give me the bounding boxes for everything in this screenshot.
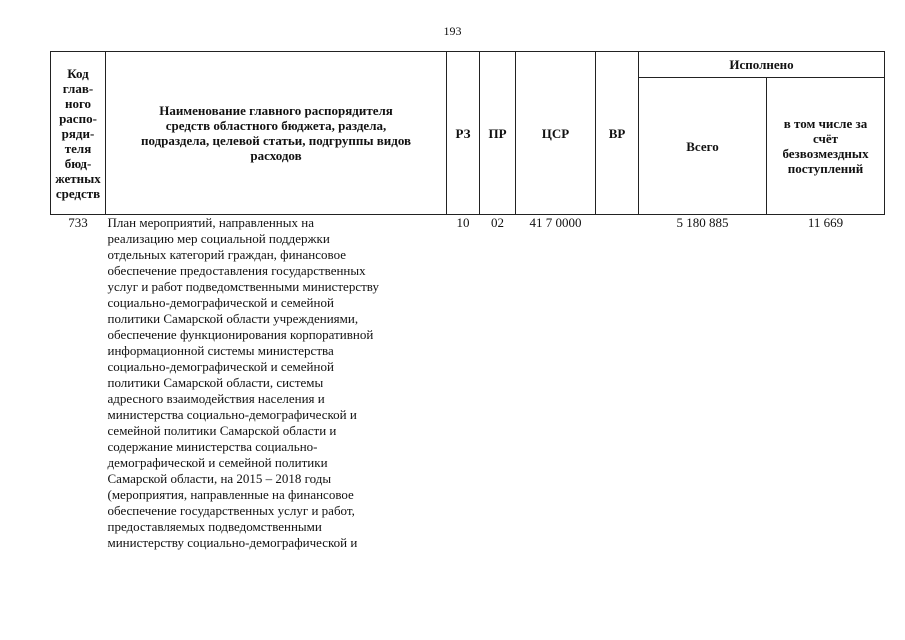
header-name bbox=[106, 52, 447, 215]
row-name-line: министерства социально-демографической и bbox=[107, 407, 357, 422]
row-name-line: обеспечение функционирования корпоративной bbox=[107, 327, 374, 342]
row-name-line: предоставляемых подведомственными bbox=[107, 519, 322, 534]
table-row bbox=[51, 215, 885, 552]
header-free-line: безвозмездных bbox=[782, 146, 869, 161]
header-free-line: счёт bbox=[813, 131, 838, 146]
header-code bbox=[51, 52, 106, 215]
row-name-line: Самарской области, на 2015 – 2018 годы bbox=[107, 471, 332, 486]
row-pr: 02 bbox=[491, 215, 504, 230]
row-total: 5 180 885 bbox=[676, 215, 729, 230]
row-name-line: План мероприятий, направленных на bbox=[107, 215, 314, 230]
row-free: 11 669 bbox=[807, 215, 844, 230]
header-name-line: Наименование главного распорядителя bbox=[159, 103, 393, 118]
row-name-line: отдельных категорий граждан, финансовое bbox=[107, 247, 346, 262]
header-name-line: подраздела, целевой статьи, подгруппы видов bbox=[140, 133, 412, 148]
row-csr: 41 7 0000 bbox=[529, 215, 582, 230]
row-vr bbox=[596, 215, 639, 552]
header-name-line: средств областного бюджета, раздела, bbox=[165, 118, 387, 133]
header-code-line: бюд- bbox=[64, 155, 92, 171]
header-executed: Исполнено bbox=[639, 52, 885, 78]
header-free-line: поступлений bbox=[787, 161, 864, 176]
header-code-line: распо- bbox=[59, 110, 97, 126]
row-rz: 10 bbox=[456, 215, 470, 230]
row-name-line: демографической и семейной политики bbox=[107, 455, 328, 470]
row-name-line: политики Самарской области учреждениями, bbox=[107, 311, 359, 326]
row-name-line: реализацию мер социальной поддержки bbox=[107, 231, 330, 246]
header-code-line: глав- bbox=[62, 80, 94, 96]
row-name-line: социально-демографической и семейной bbox=[107, 359, 334, 374]
header-free bbox=[767, 78, 885, 215]
row-name-line: информационной системы министерства bbox=[107, 343, 334, 358]
header-vr: ВР bbox=[596, 52, 639, 215]
header-code-line: Код bbox=[67, 65, 89, 81]
header-rz: РЗ bbox=[447, 52, 480, 215]
row-name-line: (мероприятия, направленные на финансовое bbox=[107, 487, 354, 502]
header-code-line: ряди- bbox=[61, 125, 95, 141]
row-name-line: адресного взаимодействия населения и bbox=[107, 391, 325, 406]
header-name-line: расходов bbox=[250, 148, 302, 163]
header-code-line: ного bbox=[64, 95, 92, 111]
row-name-line: содержание министерства социально- bbox=[107, 439, 318, 454]
row-name-line: министерству социально-демографической и bbox=[107, 535, 358, 550]
header-total: Всего bbox=[639, 78, 767, 215]
row-name-line: социально-демографической и семейной bbox=[107, 295, 334, 310]
row-name-line: услуг и работ подведомственными министерству bbox=[107, 279, 379, 294]
row-name bbox=[106, 215, 447, 552]
header-code-line: жетных bbox=[55, 170, 101, 186]
page-number: 193 bbox=[443, 24, 462, 38]
header-code-line: теля bbox=[64, 140, 92, 156]
header-csr: ЦСР bbox=[516, 52, 596, 215]
row-code: 733 bbox=[68, 215, 88, 230]
header-code-line: средств bbox=[55, 185, 101, 201]
header-free-line: в том числе за bbox=[783, 116, 868, 131]
row-name-line: обеспечение государственных услуг и работ, bbox=[107, 503, 355, 518]
row-name-line: обеспечение предоставления государственных bbox=[107, 263, 366, 278]
budget-table bbox=[50, 51, 885, 551]
header-pr: ПР bbox=[480, 52, 516, 215]
row-name-line: политики Самарской области, системы bbox=[107, 375, 324, 390]
row-name-line: семейной политики Самарской области и bbox=[107, 423, 337, 438]
